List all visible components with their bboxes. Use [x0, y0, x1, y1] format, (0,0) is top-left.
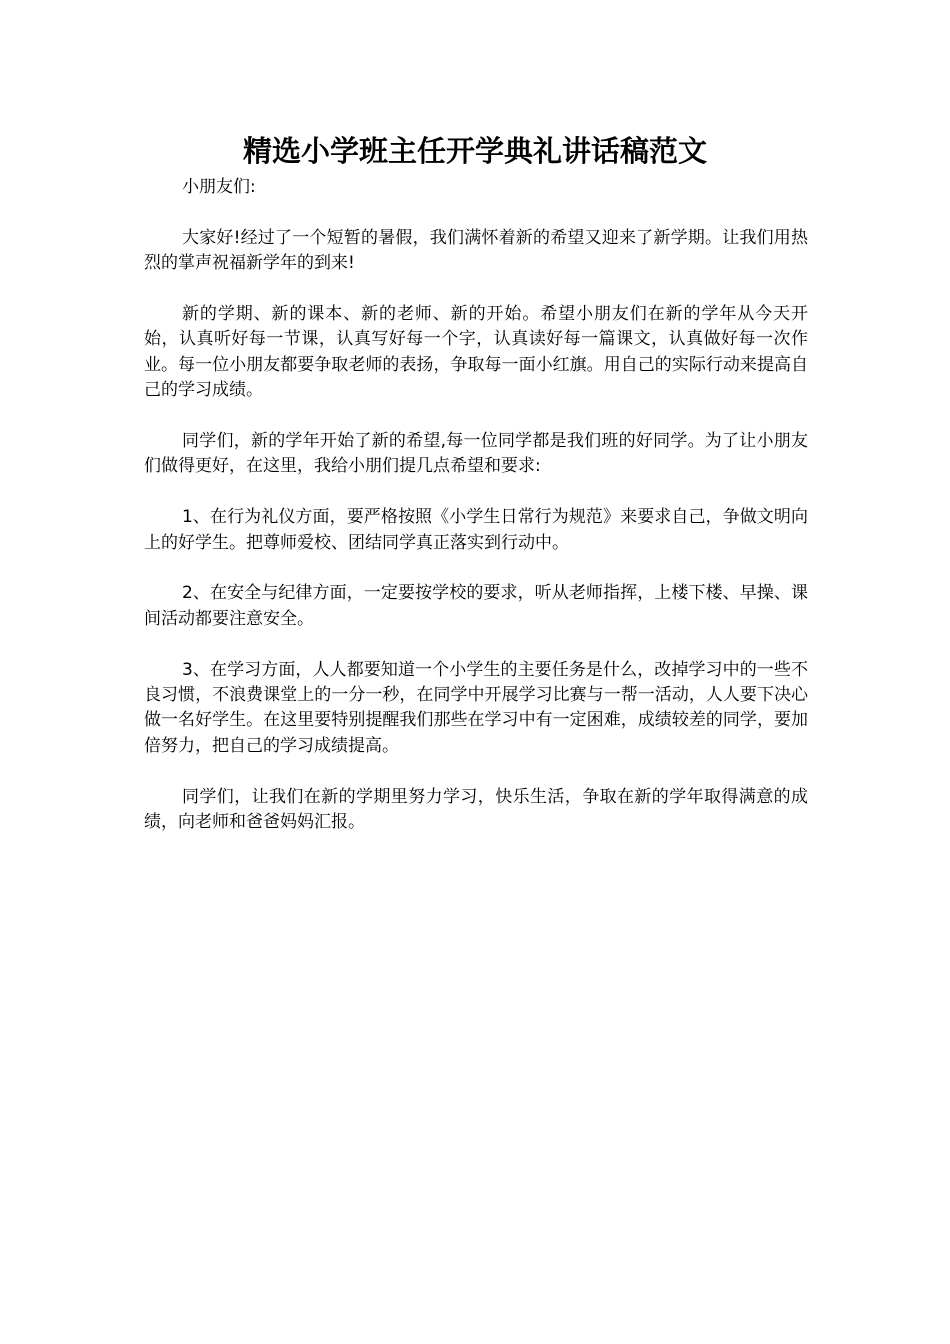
- paragraph-expectations: 同学们，新的学年开始了新的希望,每一位同学都是我们班的好同学。为了让小朋友们做得更好，在这里，我给小朋们提几点希望和要求:: [144, 431, 808, 477]
- paragraph-new-semester: 新的学期、新的课本、新的老师、新的开始。希望小朋友们在新的学年从今天开始，认真听好每一节课，认真写好每一个字，认真读好每一篇课文，认真做好每一次作业。每一位小朋友都要争取老师的表扬，争取每一面小红旗。用自己的实际行动来提高自己的学习成绩。: [144, 304, 808, 401]
- paragraph-point-1: 1、在行为礼仪方面，要严格按照《小学生日常行为规范》来要求自己，争做文明向上的好学生。把尊师爱校、团结同学真正落实到行动中。: [144, 507, 808, 553]
- paragraph-point-2: 2、在安全与纪律方面，一定要按学校的要求，听从老师指挥，上楼下楼、早操、课间活动都要注意安全。: [144, 583, 808, 629]
- document-title: 精选小学班主任开学典礼讲话稿范文: [242, 134, 707, 168]
- paragraph-opening: 大家好!经过了一个短暂的暑假，我们满怀着新的希望又迎来了新学期。让我们用热烈的掌声祝福新学年的到来!: [144, 227, 808, 274]
- paragraph-point-3: 3、在学习方面，人人都要知道一个小学生的主要任务是什么，改掉学习中的一些不良习惯，不浪费课堂上的一分一秒，在同学中开展学习比赛与一帮一活动，人人要下决心做一名好学生。在这里要特别提醒我们那些在学习中有一定困难，成绩较差的同学，要加倍努力，把自己的学习成绩提高。: [144, 659, 808, 756]
- greeting: 小朋友们:: [182, 177, 256, 197]
- document-body: [144, 175, 808, 835]
- paragraph-closing: 同学们，让我们在新的学期里努力学习，快乐生活，争取在新的学年取得满意的成绩，向老师和爸爸妈妈汇报。: [144, 786, 808, 833]
